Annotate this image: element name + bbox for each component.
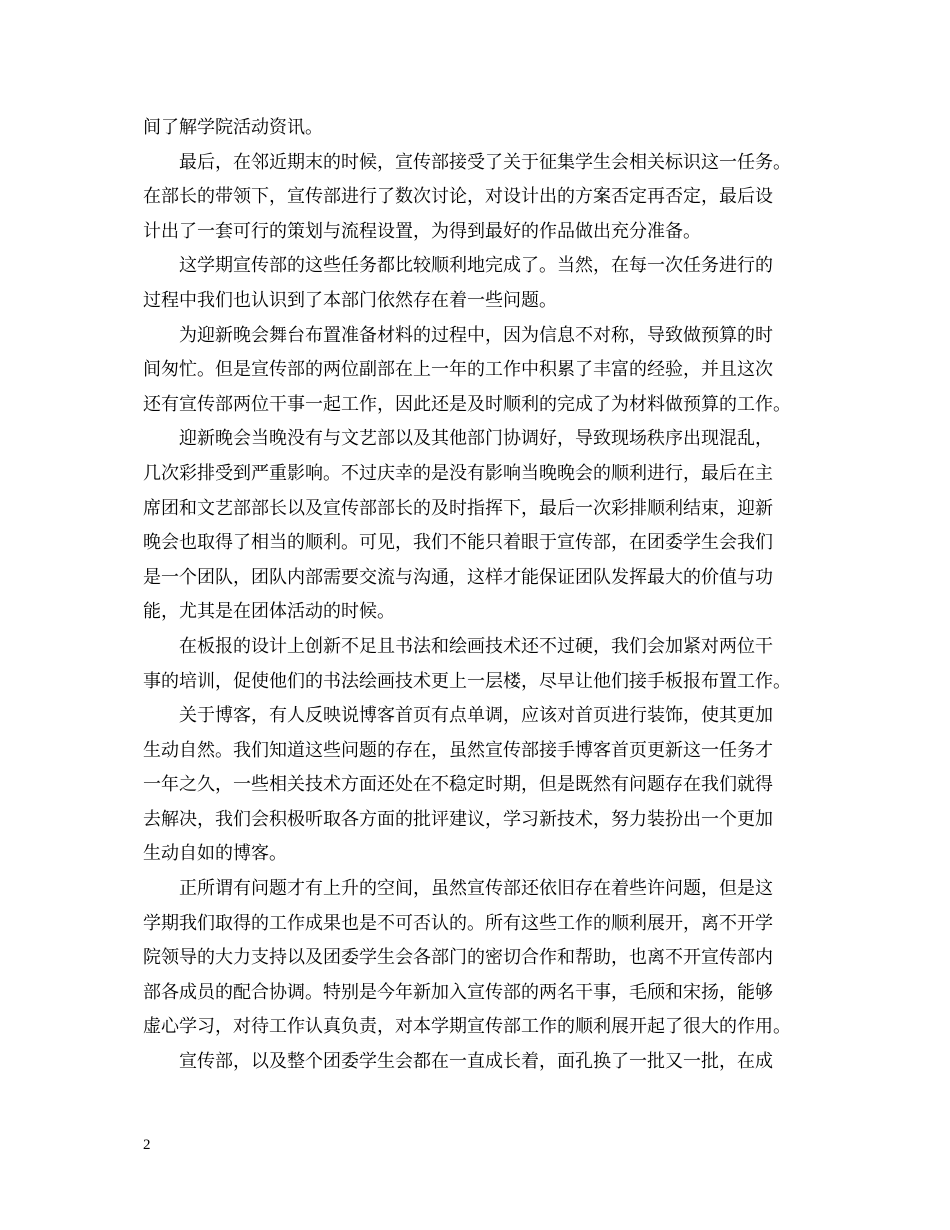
text-line: 过程中我们也认识到了本部门依然存在着一些问题。 — [143, 289, 557, 311]
text-line: 部各成员的配合协调。特别是今年新加入宣传部的两名干事，毛颀和宋扬，能够 — [143, 981, 773, 1003]
text-line: 正所谓有问题才有上升的空间，虽然宣传部还依旧存在着些许问题，但是这 — [179, 878, 773, 900]
page-number: 2 — [143, 1137, 151, 1153]
text-line: 院领导的大力支持以及团委学生会各部门的密切合作和帮助，也离不开宣传部内 — [143, 947, 773, 969]
text-line: 在板报的设计上创新不足且书法和绘画技术还不过硬，我们会加紧对两位干 — [179, 635, 773, 657]
text-line: 学期我们取得的工作成果也是不可否认的。所有这些工作的顺利展开，离不开学 — [143, 912, 773, 934]
text-line: 事的培训，促使他们的书法绘画技术更上一层楼，尽早让他们接手板报布置工作。 — [143, 670, 791, 692]
text-line: 席团和文艺部部长以及宣传部部长的及时指挥下，最后一次彩排顺利结束，迎新 — [143, 497, 773, 519]
text-line: 能，尤其是在团体活动的时候。 — [143, 601, 395, 623]
text-line: 去解决，我们会积极听取各方面的批评建议，学习新技术，努力装扮出一个更加 — [143, 808, 773, 830]
text-line: 间匆忙。但是宣传部的两位副部在上一年的工作中积累了丰富的经验，并且这次 — [143, 359, 773, 381]
text-line: 晚会也取得了相当的顺利。可见，我们不能只着眼于宣传部，在团委学生会我们 — [143, 532, 773, 554]
document-body — [143, 111, 809, 1080]
text-line: 还有宣传部两位干事一起工作，因此还是及时顺利的完成了为材料做预算的工作。 — [143, 393, 791, 415]
text-line: 迎新晚会当晚没有与文艺部以及其他部门协调好，导致现场秩序出现混乱， — [179, 428, 773, 450]
text-line: 宣传部，以及整个团委学生会都在一直成长着，面孔换了一批又一批，在成 — [179, 1051, 773, 1073]
text-line: 在部长的带领下，宣传部进行了数次讨论，对设计出的方案否定再否定，最后设 — [143, 186, 773, 208]
text-line: 虚心学习，对待工作认真负责，对本学期宣传部工作的顺利展开起了很大的作用。 — [143, 1016, 791, 1038]
text-line: 生动自如的博客。 — [143, 843, 287, 865]
text-line: 间了解学院活动资讯。 — [143, 117, 323, 138]
text-line: 生动自然。我们知道这些问题的存在，虽然宣传部接手博客首页更新这一任务才 — [143, 739, 773, 761]
text-line: 这学期宣传部的这些任务都比较顺利地完成了。当然，在每一次任务进行的 — [179, 255, 773, 277]
text-line: 关于博客，有人反映说博客首页有点单调，应该对首页进行装饰，使其更加 — [179, 705, 773, 727]
text-line: 是一个团队，团队内部需要交流与沟通，这样才能保证团队发挥最大的价值与功 — [143, 566, 773, 588]
text-line: 一年之久，一些相关技术方面还处在不稳定时期，但是既然有问题存在我们就得 — [143, 774, 773, 796]
text-line: 为迎新晚会舞台布置准备材料的过程中，因为信息不对称，导致做预算的时 — [179, 324, 773, 346]
text-line: 计出了一套可行的策划与流程设置，为得到最好的作品做出充分准备。 — [143, 220, 701, 242]
text-line: 最后，在邻近期末的时候，宣传部接受了关于征集学生会相关标识这一任务。 — [179, 151, 791, 173]
text-line: 几次彩排受到严重影响。不过庆幸的是没有影响当晚晚会的顺利进行，最后在主 — [143, 462, 773, 484]
